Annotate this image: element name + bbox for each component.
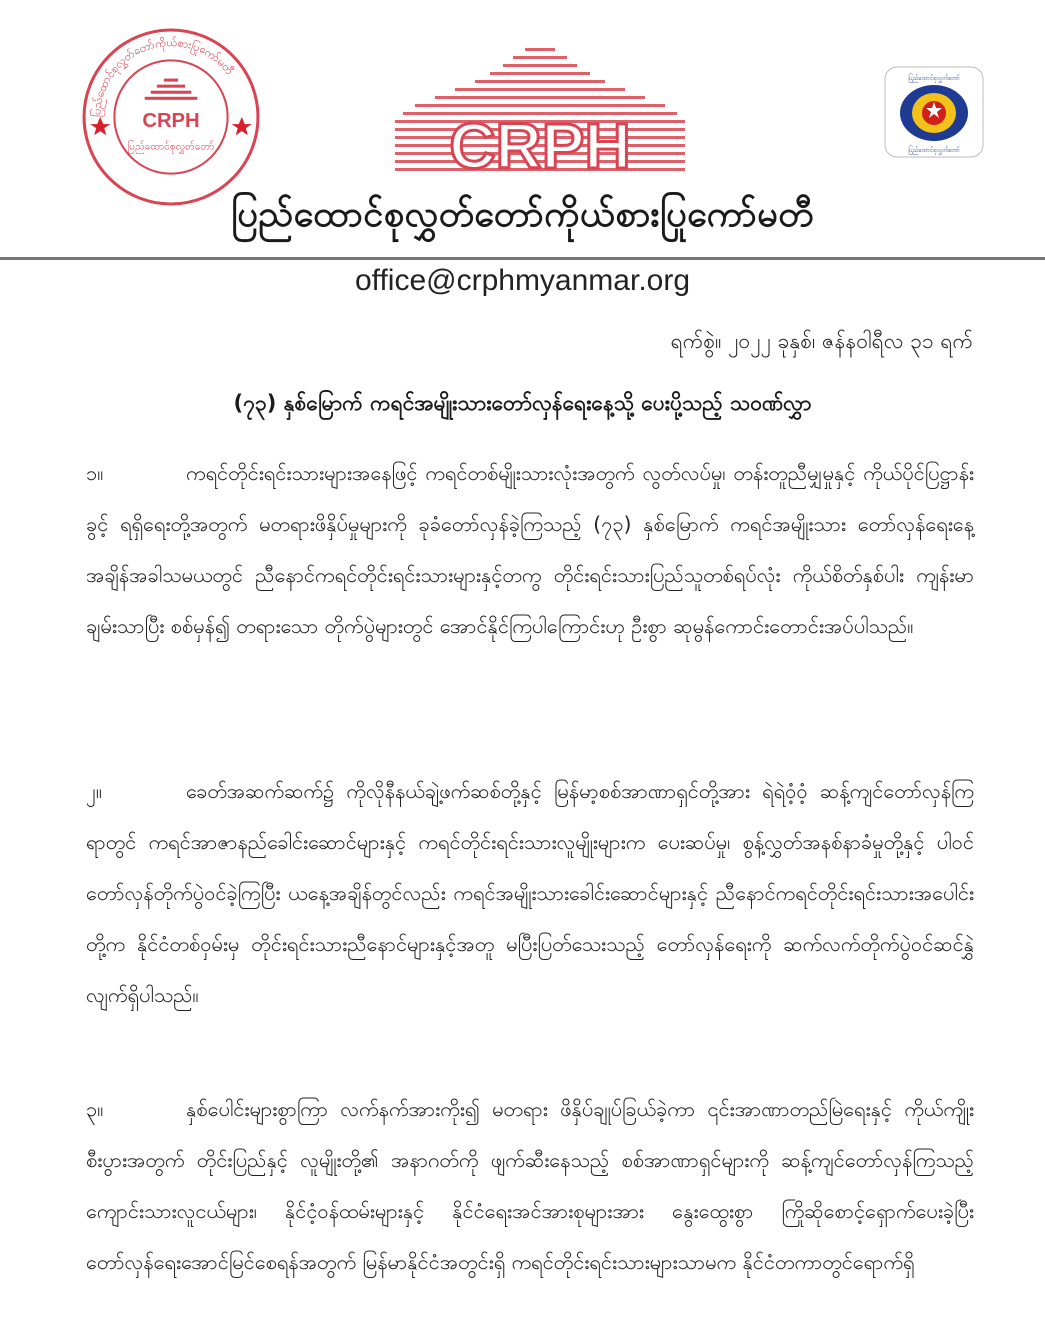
letter-title: (၇၃) နှစ်မြောက် ကရင်အမျိုးသားတော်လှန်ရေးနေ့သို့ ပေးပို့သည့် သဝဏ်လွှာ	[233, 391, 812, 415]
paragraph-text: ကရင်တိုင်းရင်းသားများအနေဖြင့် ကရင်တစ်မျိုးသားလုံးအတွက် လွတ်လပ်မှု၊ တန်းတူညီမျှမှုနှင့် ကိုယ်ပိုင်ပြဋ္ဌာန်းခွင့် ရရှိရေးတို့အတွက် မတရားဖိနှိပ်မှုများကို ခုခံတော်လှန်ခဲ့ကြသည့် (၇၃) နှစ်မြောက် ကရင်အမျိုးသား တော်လှန်ရေးနေ့ အချိန်အခါသမယတွင် ညီနောင်ကရင်တိုင်းရင်းသားများနှင့်တကွ တိုင်းရင်းသားပြည်သူတစ်ရပ်လုံး ကိုယ်စိတ်နှစ်ပါး ကျန်းမာချမ်းသာပြီး စစ်မှန်၍ တရားသော တိုက်ပွဲများတွင် အောင်နိုင်ကြပါကြောင်းဟု ဦးစွာ ဆုမွန်ကောင်းတောင်းအပ်ပါသည်။	[86, 461, 974, 638]
right-seal-top-text: ပြည်ထောင်စုလွှတ်တော်	[908, 75, 960, 82]
letter-date: ရက်စွဲ။ ၂၀၂၂ ခုနှစ်၊ ဇန်နဝါရီလ ၃၁ ရက်	[670, 329, 973, 353]
crph-seal-left	[80, 26, 262, 208]
parliament-seal-right	[884, 66, 984, 158]
header-divider	[0, 257, 1045, 260]
paragraph-number: ၁။	[86, 461, 104, 485]
svg-text:ပြည်ထောင်စုလွှတ်တော်ကိုယ်စားပြ	[89, 36, 236, 117]
right-seal-bottom-text: ပြည်ထောင်စုလွှတ်တော်	[908, 147, 960, 154]
paragraph-number: ၃။	[86, 1097, 104, 1121]
left-seal-ring-text: ပြည်ထောင်စုလွှတ်တော်ကိုယ်စားပြုကော်မတီ	[90, 36, 237, 118]
paragraph-3	[86, 1084, 974, 1288]
crph-logo-text: CRPH	[449, 110, 631, 180]
crph-logo	[395, 48, 685, 180]
paragraph-text: ခေတ်အဆက်ဆက်၌ ကိုလိုနီနယ်ချဲ့ဖက်ဆစ်တို့နှင့် မြန်မာ့စစ်အာဏာရှင်တို့အား ရဲရဲဝံ့ဝံ့ ဆန့်ကျင်တော်လှန်ကြရာတွင် ကရင်အာဇာနည်ခေါင်းဆောင်များနှင့် ကရင်တိုင်းရင်းသားလူမျိုးများက ပေးဆပ်မှု၊ စွန့်လွှတ်အနစ်နာခံမှုတို့နှင့် ပါဝင်တော်လှန်တိုက်ပွဲဝင်ခဲ့ကြပြီး ယနေ့အချိန်တွင်လည်း ကရင်အမျိုးသားခေါင်းဆောင်များနှင့် ညီနောင်ကရင်တိုင်းရင်းသားအပေါင်းတို့က နိုင်ငံတစ်ဝှမ်းမှ တိုင်းရင်းသားညီနောင်များနှင့်အတူ မပြီးပြတ်သေးသည့် တော်လှန်ရေးကို ဆက်လက်တိုက်ပွဲဝင်ဆင်နွှဲလျက်ရှိပါသည်။	[86, 779, 974, 1007]
paragraph-1	[86, 448, 974, 652]
paragraph-number: ၂။	[86, 779, 102, 803]
organization-name: ပြည်ထောင်စုလွှတ်တော်ကိုယ်စားပြုကော်မတီ	[231, 194, 814, 235]
paragraph-text: နှစ်ပေါင်းများစွာကြာ လက်နက်အားကိုး၍ မတရား ဖိနှိပ်ချုပ်ခြယ်ခဲ့ကာ ၎င်းအာဏာတည်မြဲရေးနှင့် ကိုယ်ကျိုးစီးပွားအတွက် တိုင်းပြည်နှင့် လူမျိုးတို့၏ အနာဂတ်ကို ဖျက်ဆီးနေသည့် စစ်အာဏာရှင်များကို ဆန့်ကျင်တော်လှန်ကြသည့် ကျောင်းသားလူငယ်များ၊ နိုင်ငံ့ဝန်ထမ်းများနှင့် နိုင်ငံရေးအင်အားစုများအား နွေးထွေးစွာ ကြိုဆိုစောင့်ရှောက်ပေးခဲ့ပြီး တော်လှန်ရေးအောင်မြင်စေရန်အတွက် မြန်မာနိုင်ငံအတွင်းရှိ ကရင်တိုင်းရင်းသားများသာမက နိုင်ငံတကာတွင်ရောက်ရှိ	[86, 1097, 974, 1274]
left-seal-sub-text: ပြည်ထောင်စုလွှတ်တော်	[127, 141, 215, 153]
paragraph-2	[86, 766, 974, 1021]
left-seal-center-text: CRPH	[142, 110, 200, 133]
contact-email: office@crphmyanmar.org	[354, 264, 691, 297]
